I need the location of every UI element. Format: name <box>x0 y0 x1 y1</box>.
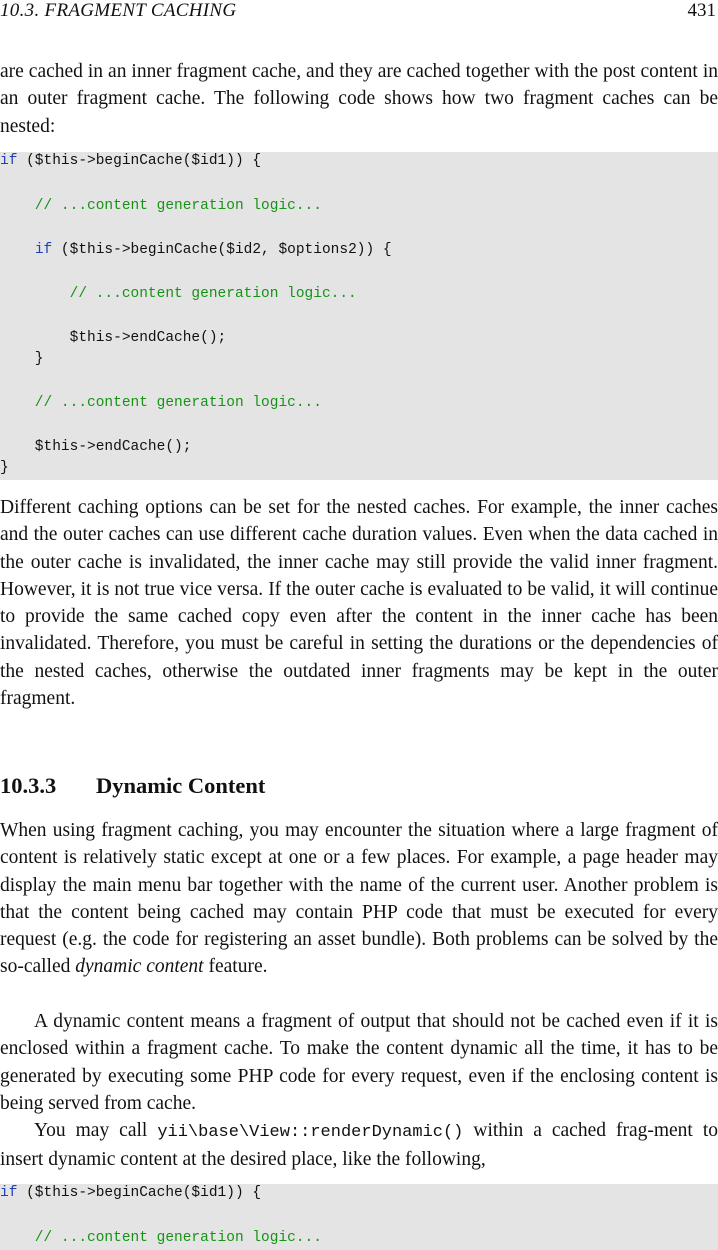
section-number: 10.3.3 <box>0 773 57 798</box>
inline-code-renderdynamic: yii\base\View::renderDynamic() <box>157 1123 464 1142</box>
code-comment-line: // ...content generation logic... <box>0 198 322 214</box>
code-line: $this->endCache(); <box>0 330 227 346</box>
code-block-dynamic-example <box>0 1184 718 1250</box>
dynamic-content-paragraph-2: A dynamic content means a fragment of output that should not be cached even if it is enclosed within a fragment cache. To make the content dynamic all the time, it has to be generated by executing some PHP code for every request, even if the enclosing content is being served from cache. <box>0 1011 718 1114</box>
code-line: } <box>0 351 44 367</box>
code-line: if ($this->beginCache($id1)) { <box>0 1185 262 1201</box>
running-header <box>0 0 718 22</box>
section-running-title: 10.3. FRAGMENT CACHING <box>0 0 237 21</box>
page-number: 431 <box>687 0 716 21</box>
code-line: if ($this->beginCache($id1)) { <box>0 153 262 169</box>
code-comment-line: // ...content generation logic... <box>0 1230 322 1246</box>
code-line: $this->endCache(); <box>0 439 192 455</box>
dynamic-content-paragraph-3: You may call yii\base\View::renderDynamic() within a cached frag-ment to insert dynamic content at the desired place, like the following, <box>0 1120 718 1171</box>
code-comment-line: // ...content generation logic... <box>0 286 357 302</box>
code-block-nested-caching <box>0 152 718 480</box>
code-comment-line: // ...content generation logic... <box>0 395 322 411</box>
section-title: Dynamic Content <box>96 773 266 798</box>
dynamic-content-paragraph-1: When using fragment caching, you may encounter the situation where a large fragment of content is relatively static except at one or a few places. For example, a page header may display the main menu bar together with the name of the current user. Another problem is that the content being cached may contain PHP code that must be executed for every request (e.g. the code for registering an asset bundle). Both problems can be solved by the so-called dynamic content feature. <box>0 820 718 978</box>
code-line: if ($this->beginCache($id2, $options2)) { <box>34 242 392 258</box>
nested-caches-paragraph: Different caching options can be set for the nested caches. For example, the inner caches and the outer caches can use different cache duration values. Even when the data cached in the outer cache is invalidated, the inner cache may still provide the valid inner fragment. However, it is not true vice versa. If the outer cache is evaluated to be valid, it will continue to provide the same cached copy even after the content in the inner cache has been invalidated. Therefore, you must be careful in setting the durations or the dependencies of the nested caches, otherwise the outdated inner fragments may be kept in the outer fragment. <box>0 497 718 710</box>
dynamic-content-emphasis: dynamic content <box>75 956 204 978</box>
section-heading <box>0 773 265 799</box>
code-line: } <box>0 460 9 476</box>
intro-paragraph: are cached in an inner fragment cache, and they are cached together with the post content in an outer fragment cache. The following code shows how two fragment caches can be nested: <box>0 61 718 137</box>
